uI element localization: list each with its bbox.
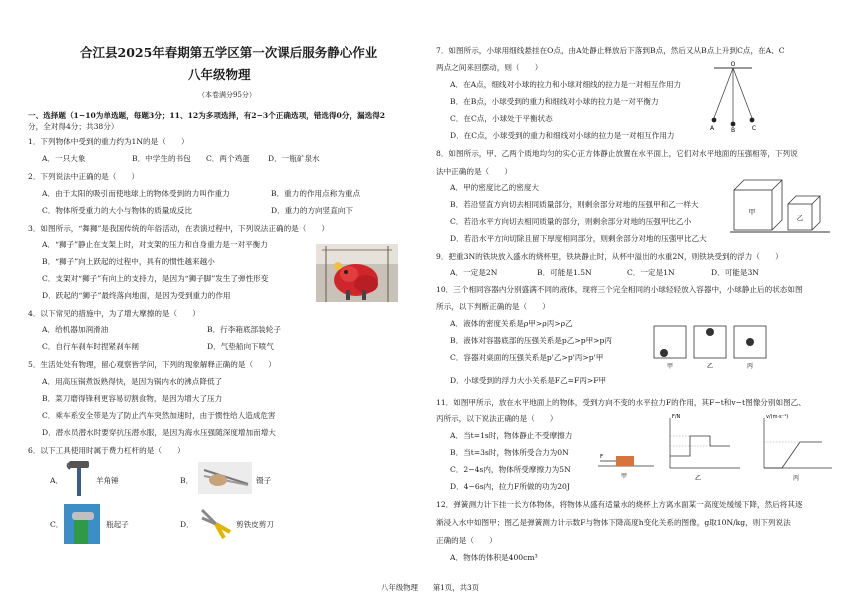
q4-stem: 4．以下常见的措施中，为了增大摩擦的是（ ） — [28, 309, 200, 318]
q3-stem: 3．如图所示，“舞狮”是我国传统的年俗活动，在表演过程中，下列说法正确的是（ ） — [28, 224, 330, 233]
q11-option-c: C．2−4s内，物体所受摩擦力为5N — [450, 465, 571, 474]
q8-option-a: A．甲的密度比乙的密度大 — [450, 183, 540, 192]
q8-stem: 8．如图所示，甲、乙两个质地均匀的实心正方体静止放置在水平面上，它们对水平地面的压强相等，下列说 — [436, 149, 798, 158]
cube-label-jia: 甲 — [748, 208, 756, 216]
q3-option-c: C．支架对“狮子”有向上的支持力，是因为“狮子脚”发生了弹性形变 — [42, 274, 269, 283]
ft-label-yi: 乙 — [694, 475, 702, 482]
q9-option-d: D．可能是3N — [711, 268, 759, 277]
q6-option-c-label: 瓶起子 — [106, 520, 129, 529]
cubes-diagram — [730, 172, 830, 236]
ft-axis-y: F/N — [672, 414, 681, 420]
q11-option-d: D．4−6s内，拉力F所做的功为20J — [450, 482, 570, 491]
vt-axis-y: v/(m·s⁻¹) — [766, 414, 789, 420]
container-label-bing: 丙 — [746, 363, 754, 370]
q1-option-b: B．中学生的书包 — [132, 154, 191, 163]
q7-option-b: B．在B点，小球受到的重力和细线对小球的拉力是一对平衡力 — [450, 97, 659, 106]
q5-option-b: B．菜刀磨得锋利更容易切割食物，是因为增大了压力 — [42, 394, 223, 403]
q4-option-a: A．给机器加润滑油 — [42, 325, 109, 334]
score-note: （本卷满分95分） — [198, 91, 256, 99]
q12-stem-3: 正确的是（ ） — [436, 536, 497, 545]
force-velocity-diagram — [596, 412, 836, 490]
q11-option-b: B．当t=3s时，物体所受合力为0N — [450, 448, 569, 457]
q10-stem: 10．三个相同容器内分别盛满不同的液体，现将三个完全相同的小球轻轻放入容器中，小球静止后的状态如图 — [436, 285, 803, 294]
q6-option-d-letter: D． — [180, 520, 194, 529]
q6-option-b-label: 镊子 — [256, 476, 272, 485]
q11-option-a: A．当t=1s时，物体静止不受摩擦力 — [450, 431, 573, 440]
q10-option-a: A．液体的密度关系是ρ甲>ρ丙>ρ乙 — [450, 319, 573, 328]
q10-option-c: C．容器对桌面的压强关系是p'乙>p'丙>p'甲 — [450, 353, 604, 362]
q10-option-d: D．小球受到的浮力大小关系是F乙=F丙>F甲 — [450, 376, 607, 385]
vt-label-bing: 丙 — [792, 475, 800, 482]
q7-option-c: C．在C点，小球处于平衡状态 — [450, 114, 553, 123]
section-heading-text: 一、选择题（1−10为单选题，每题3分；11、12为多项选择，有2−3个正确选项，错选得0分，漏选得2 — [28, 111, 386, 120]
q11-stem: 11．如图甲所示，放在水平地面上的物体，受到方向不变的水平拉力F的作用，其F−t和v−t图像分别如图乙、 — [436, 398, 806, 407]
q6-option-a-label: 羊角锤 — [96, 476, 119, 485]
q7-option-d: D．在C点，小球受到的重力和细线对小球的拉力是一对相互作用力 — [450, 131, 675, 140]
q3-option-a: A．“狮子”静止在支架上时，对支架的压力和自身重力是一对平衡力 — [42, 240, 268, 249]
q1-option-d: D．一瓶矿泉水 — [268, 154, 320, 163]
q9-stem: 9．把重3N的铁块放入盛水的烧杯里，铁块静止时，从杯中溢出的水重2N，则铁块受到的浮力（ ） — [436, 252, 783, 261]
q10-stem-2: 所示，以下判断正确的是（ ） — [436, 302, 550, 311]
q7-stem: 7．如图所示，小球用细线悬挂在O点，由A处静止释放后下落到B点，然后又从B点上升到C点，在A、C — [436, 46, 785, 55]
block-label-jia: 甲 — [620, 473, 628, 480]
pendulum-diagram — [700, 60, 764, 132]
block-force-label: F — [600, 454, 604, 460]
q5-stem: 5．生活处处有物理，留心观察皆学问，下列的现象解释正确的是（ ） — [28, 360, 276, 369]
q5-option-d: D．潜水员潜水时要穿抗压潜水服，是因为海水压强随深度增加而增大 — [42, 428, 276, 437]
q8-option-d: D．若沿水平方向切除且留下厚度相同部分，则剩余部分对地的压强甲比乙大 — [450, 234, 707, 243]
section-heading — [28, 111, 385, 121]
q8-option-b: B．若沿竖直方向切去相同质量部分，则剩余部分对地的压强甲和乙一样大 — [450, 200, 699, 209]
q5-option-a: A．用高压锅煮饭熟得快，是因为锅内水的沸点降低了 — [42, 377, 223, 386]
q9-option-a: A．一定是2N — [450, 268, 498, 277]
pendulum-label-b: B — [730, 127, 736, 132]
container-label-jia: 甲 — [666, 363, 674, 370]
q4-option-b: B．行李箱底部装轮子 — [207, 325, 281, 334]
cube-label-yi: 乙 — [796, 214, 804, 222]
q2-option-d: D．重力的方向竖直向下 — [271, 206, 354, 215]
q10-option-b: B．液体对容器底部的压强关系是p乙>p甲>p丙 — [450, 336, 612, 345]
pendulum-label-c: C — [751, 125, 757, 132]
q3-option-d: D．跃起的“狮子”最终落向地面，是因为受到重力的作用 — [42, 291, 231, 300]
container-label-yi: 乙 — [706, 363, 714, 370]
exam-title: 合江县2025年春期第五学区第一次课后服务静心作业 — [80, 45, 378, 60]
q8-stem-2: 法中正确的是（ ） — [436, 167, 512, 176]
pendulum-label-o: O — [730, 61, 736, 68]
q6-option-a-letter: A． — [50, 476, 64, 485]
q2-option-b: B．重力的作用点称为重点 — [271, 189, 361, 198]
q12-stem-2: 渐浸入水中如图甲；图乙是弹簧测力计示数F与物体下降高度h变化关系的图像，g取10N/kg，则下列说法 — [436, 518, 791, 527]
q7-option-a: A．在A点，细线对小球的拉力和小球对细线的拉力是一对相互作用力 — [450, 80, 682, 89]
section-heading-2: 分，全对得4分；共38分） — [28, 122, 119, 131]
q2-option-c: C．物体所受重力的大小与物体的质量成反比 — [42, 206, 193, 215]
claw-hammer-image — [66, 458, 92, 498]
q5-option-c: C．乘车系安全带是为了防止汽车突然加速时，由于惯性给人造成危害 — [42, 411, 276, 420]
q12-option-a: A．物体的体积是400cm³ — [450, 553, 538, 562]
q9-option-b: B．可能是1.5N — [537, 268, 592, 277]
q3-option-b: B．“狮子”向上跃起的过程中，具有的惯性越来越小 — [42, 257, 215, 266]
q2-stem: 2．下列说法中正确的是（ ） — [28, 172, 140, 181]
q9-option-c: C．一定是1N — [627, 268, 675, 277]
q6-option-d-label: 剪铁皮剪刀 — [236, 520, 274, 529]
bottle-opener-image — [64, 504, 100, 544]
q1-option-a: A．一只大象 — [42, 154, 86, 163]
q1-option-c: C．两个鸡蛋 — [206, 154, 250, 163]
tweezers-image — [198, 462, 252, 494]
q8-option-c: C．若沿水平方向切去相同质量的部分，则剩余部分对地的压强甲比乙小 — [450, 217, 692, 226]
q7-stem-2: 两点之间来回摆动，则（ ） — [436, 63, 543, 72]
q11-stem-2: 丙所示，以下说法正确的是（ ） — [436, 414, 558, 423]
q4-option-c: C．自行车刹车时捏紧刹车闸 — [42, 342, 139, 351]
tin-snips-image — [198, 506, 232, 540]
lion-dance-photo — [316, 244, 398, 302]
q4-option-d: D．气垫船向下喷气 — [207, 342, 274, 351]
page-footer: 八年级物理 第1页，共3页 — [380, 583, 480, 592]
q12-stem: 12．弹簧测力计下挂一长方体物体，将物体从盛有适量水的烧杯上方离水面某一高度处缓缓下降，然后将其逐 — [436, 500, 803, 509]
containers-diagram — [650, 322, 774, 372]
q2-option-a: A．由于太阳的吸引而使地球上的物体受到的力叫作重力 — [42, 189, 230, 198]
exam-subject: 八年级物理 — [188, 67, 251, 82]
q1-stem: 1．下列物体中受到的重力约为1N的是（ ） — [28, 137, 189, 146]
pendulum-label-a: A — [709, 125, 715, 132]
q6-stem: 6．以下工具使用时属于费力杠杆的是（ ） — [28, 446, 185, 455]
q6-option-b-letter: B． — [180, 476, 194, 485]
q6-option-c-letter: C． — [50, 520, 64, 529]
